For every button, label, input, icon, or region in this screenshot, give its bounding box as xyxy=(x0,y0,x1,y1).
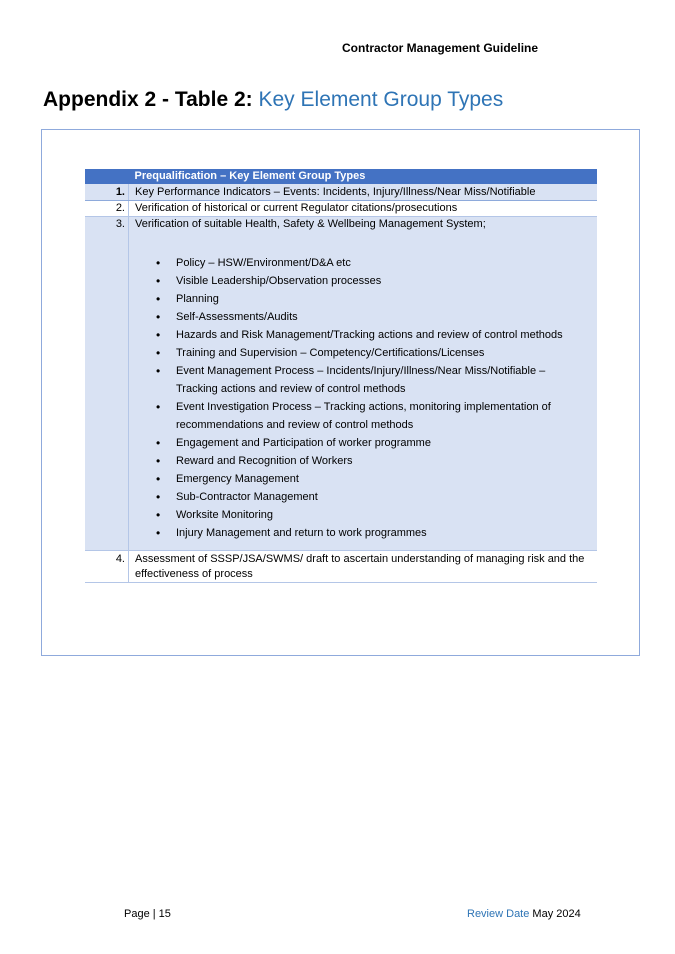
list-item: • Injury Management and return to work programmes xyxy=(176,524,597,542)
list-item: • Training and Supervision – Competency/Certifications/Licenses xyxy=(176,344,597,362)
row-content xyxy=(129,217,598,551)
row-text: Verification of suitable Health, Safety & Wellbeing Management System; xyxy=(135,218,486,230)
row-number: 4. xyxy=(85,551,129,583)
table-row xyxy=(85,551,597,583)
list-item: • Emergency Management xyxy=(176,470,597,488)
appendix-title-subject: Key Element Group Types xyxy=(258,88,504,111)
row-text: Key Performance Indicators – Events: Incidents, Injury/Illness/Near Miss/Notifiable xyxy=(129,184,598,201)
review-date-label: Review Date xyxy=(467,908,530,920)
key-element-table xyxy=(85,169,597,583)
row-number: 3. xyxy=(85,217,129,551)
document-header-title: Contractor Management Guideline xyxy=(342,41,539,55)
list-item: • Visible Leadership/Observation processes xyxy=(176,272,597,290)
list-item: • Hazards and Risk Management/Tracking actions and review of control methods xyxy=(176,326,597,344)
table-header-row xyxy=(85,169,597,184)
table-header-num-cell xyxy=(85,169,129,184)
row-number: 1. xyxy=(85,184,129,201)
table-row xyxy=(85,201,597,217)
list-item: • Event Management Process – Incidents/Injury/Illness/Near Miss/Notifiable – Tracking actions and review of control methods xyxy=(176,362,597,398)
list-item: • Reward and Recognition of Workers xyxy=(176,452,597,470)
row-number: 2. xyxy=(85,201,129,217)
table-row xyxy=(85,217,597,551)
list-item: • Worksite Monitoring xyxy=(176,506,597,524)
review-date-value: May 2024 xyxy=(532,908,581,920)
list-item: • Self-Assessments/Audits xyxy=(176,308,597,326)
list-item: • Engagement and Participation of worker programme xyxy=(176,434,597,452)
list-item: • Planning xyxy=(176,290,597,308)
table-row xyxy=(85,184,597,201)
appendix-title xyxy=(43,88,503,112)
row-text: Verification of historical or current Regulator citations/prosecutions xyxy=(129,201,598,217)
page-number: Page | 15 xyxy=(124,908,171,920)
bullet-list xyxy=(135,254,597,542)
list-item: • Sub-Contractor Management xyxy=(176,488,597,506)
review-date xyxy=(467,908,581,920)
table-header-cell: Prequalification – Key Element Group Types xyxy=(129,169,598,184)
row-text: Assessment of SSSP/JSA/SWMS/ draft to ascertain understanding of managing risk and the effectiveness of process xyxy=(129,551,598,583)
appendix-title-label: Appendix 2 - Table 2: xyxy=(43,88,253,111)
list-item: • Policy – HSW/Environment/D&A etc xyxy=(176,254,597,272)
list-item: • Event Investigation Process – Tracking actions, monitoring implementation of recommendations and review of control methods xyxy=(176,398,597,434)
